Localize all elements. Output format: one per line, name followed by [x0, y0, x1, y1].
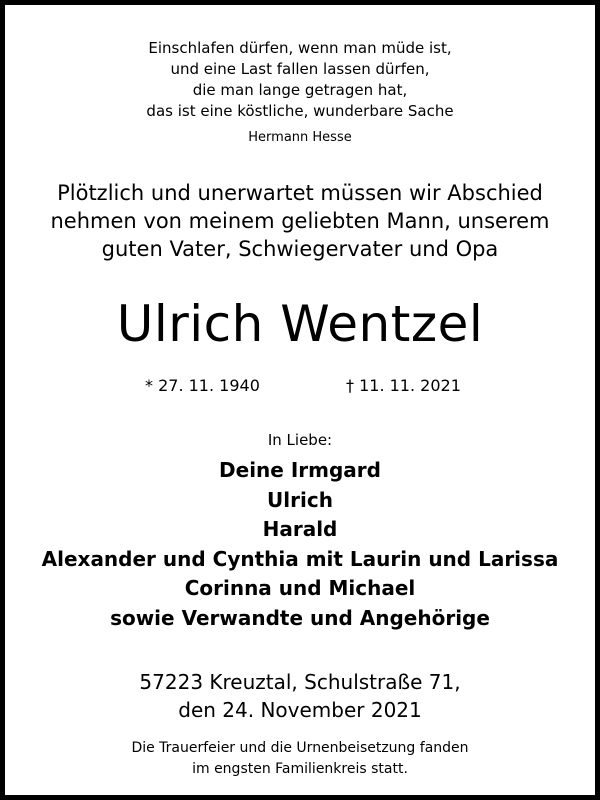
mourner-name: Harald	[262, 517, 338, 541]
address-block	[5, 668, 595, 724]
mourners-list	[5, 456, 595, 633]
mourner-name: Corinna und Michael	[184, 576, 416, 600]
address-date: den 24. November 2021	[178, 698, 422, 722]
mourner-name: Alexander und Cynthia mit Laurin und Larissa	[41, 546, 559, 571]
announcement-line: nehmen von meinem geliebten Mann, unserem	[50, 209, 550, 233]
poem-line: und eine Last fallen lassen dürfen,	[170, 60, 430, 78]
poem-line: das ist eine köstliche, wunderbare Sache	[146, 102, 454, 120]
announcement-line: Plötzlich und unerwartet müssen wir Abschied	[57, 181, 543, 205]
announcement-line: guten Vater, Schwiegervater und Opa	[101, 237, 499, 261]
poem-line: die man lange getragen hat,	[192, 81, 408, 99]
funeral-note	[5, 738, 595, 780]
poem-line: Einschlafen dürfen, wenn man müde ist,	[148, 39, 452, 57]
mourner-name: Deine Irmgard	[219, 458, 381, 482]
announcement-text	[5, 179, 595, 263]
poem-author: Hermann Hesse	[248, 130, 352, 145]
death-date: † 11. 11. 2021	[346, 376, 461, 395]
mourners-intro: In Liebe:	[267, 431, 333, 449]
address-location: 57223 Kreuztal, Schulstraße 71,	[139, 670, 461, 694]
birth-date: * 27. 11. 1940	[145, 376, 260, 395]
mourner-name: Ulrich	[267, 487, 333, 512]
note-line: im engsten Familienkreis statt.	[192, 761, 408, 777]
mourner-name: sowie Verwandte und Angehörige	[110, 605, 490, 630]
poem	[5, 38, 595, 122]
life-dates	[5, 375, 595, 397]
note-line: Die Trauerfeier und die Urnenbeisetzung fanden	[131, 740, 469, 756]
deceased-name: Ulrich Wentzel	[116, 295, 484, 353]
